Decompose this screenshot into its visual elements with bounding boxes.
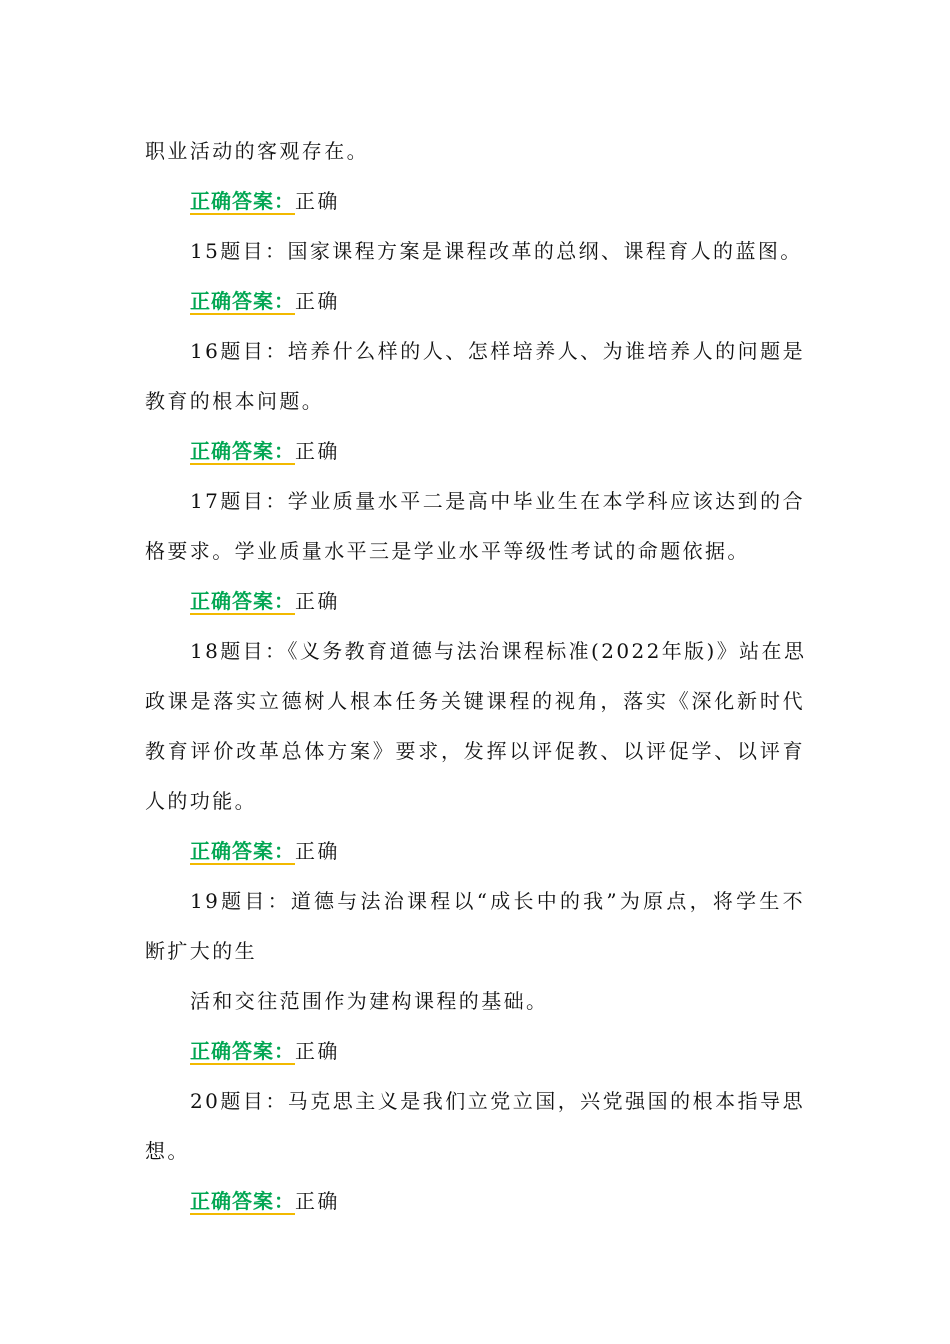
text-line: 职业活动的客观存在。	[145, 139, 369, 163]
answer-line	[190, 1036, 340, 1066]
answer-line	[190, 436, 340, 466]
answer-label: 正确答案：	[190, 839, 295, 863]
question-17: 17题目：学业质量水平二是高中毕业生在本学科应该达到的合	[190, 489, 805, 513]
question-18: 18题目：《义务教育道德与法治课程标准(2022年版)》站在思	[190, 639, 807, 663]
answer-value: 正确	[295, 289, 340, 313]
answer-label: 正确答案：	[190, 1039, 295, 1063]
question-19: 19题目：道德与法治课程以“成长中的我”为原点，将学生不	[190, 889, 805, 913]
text-line: 人的功能。	[145, 789, 257, 813]
text-line: 政课是落实立德树人根本任务关键课程的视角，落实《深化新时代	[145, 689, 805, 713]
question-15: 15题目：国家课程方案是课程改革的总纲、课程育人的蓝图。	[190, 239, 803, 263]
answer-line	[190, 186, 340, 216]
answer-label: 正确答案：	[190, 289, 295, 313]
answer-value: 正确	[295, 589, 340, 613]
answer-value: 正确	[295, 439, 340, 463]
question-20: 20题目：马克思主义是我们立党立国，兴党强国的根本指导思	[190, 1089, 805, 1113]
text-line: 教育的根本问题。	[145, 389, 325, 413]
answer-value: 正确	[295, 1039, 340, 1063]
text-line: 想。	[145, 1139, 190, 1163]
answer-value: 正确	[295, 1189, 340, 1213]
answer-label: 正确答案：	[190, 189, 295, 213]
text-line: 断扩大的生	[145, 939, 257, 963]
answer-value: 正确	[295, 189, 340, 213]
answer-line	[190, 836, 340, 866]
answer-label: 正确答案：	[190, 1189, 295, 1213]
answer-line	[190, 1186, 340, 1216]
question-16: 16题目：培养什么样的人、怎样培养人、为谁培养人的问题是	[190, 339, 805, 363]
answer-line	[190, 286, 340, 316]
answer-value: 正确	[295, 839, 340, 863]
answer-line	[190, 586, 340, 616]
text-line: 教育评价改革总体方案》要求，发挥以评促教、以评促学、以评育	[145, 739, 805, 763]
answer-label: 正确答案：	[190, 439, 295, 463]
answer-label: 正确答案：	[190, 589, 295, 613]
text-line: 活和交往范围作为建构课程的基础。	[190, 989, 549, 1013]
text-line: 格要求。学业质量水平三是学业水平等级性考试的命题依据。	[145, 539, 750, 563]
